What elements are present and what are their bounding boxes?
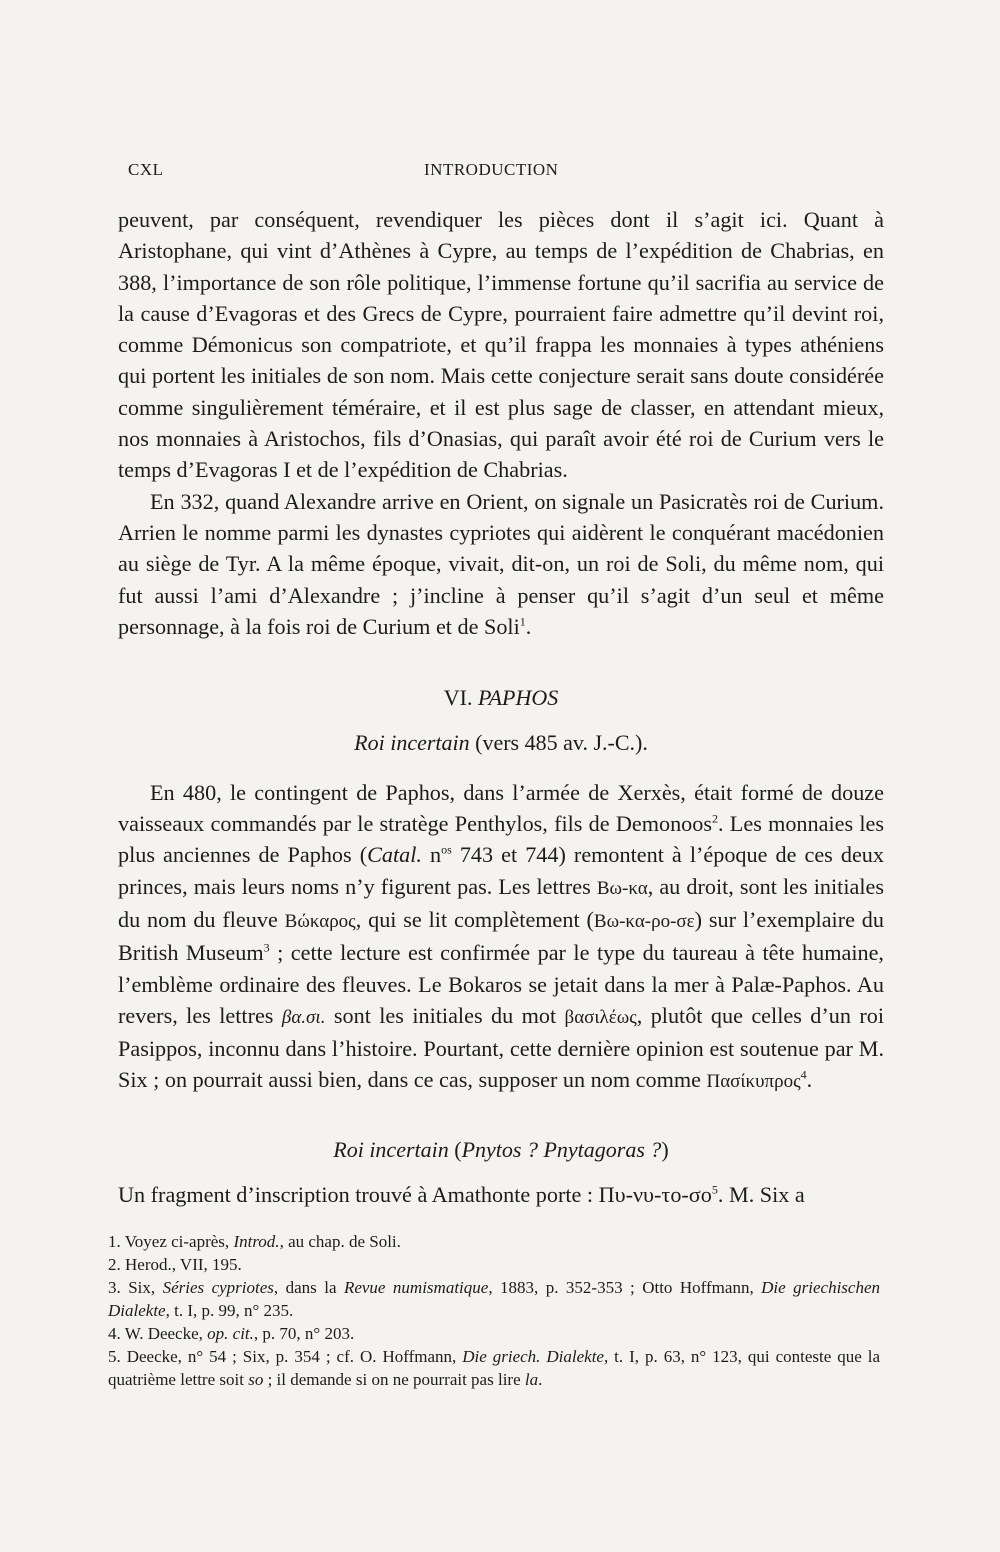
catalogue-abbrev: Catal.	[367, 842, 422, 868]
greek-text: βασιλέως	[564, 1006, 637, 1028]
subsection-heading	[118, 727, 884, 758]
text-run: Die griech. Dialekte	[462, 1347, 604, 1366]
text-run: ; cette lecture est confirmée par le type du taureau à tête humaine, l’emblème ordinaire des fleuves. Le Bokaros se jetait dans la mer à Palæ-Paphos. Au revers, les lettres	[118, 940, 884, 1028]
footnote	[108, 1230, 880, 1253]
footnotes	[108, 1230, 880, 1391]
text-run: , dans la	[273, 1278, 344, 1297]
section-number: VI.	[443, 685, 473, 711]
text-run: Revue numismatique	[343, 1278, 489, 1297]
subsection-heading	[118, 1134, 884, 1165]
superscript: os	[441, 842, 452, 857]
text-run: , qui se lit complètement (	[355, 906, 594, 932]
paragraph-text: En 480, le contingent de Paphos, dans l’armée de Xerxès, était formé de douze vaisseaux commandés par le stratège Penthylos, fils de Demonoos	[118, 779, 884, 837]
text-run: Six,	[128, 1278, 163, 1297]
text-run: . M. Six a	[717, 1182, 805, 1208]
text-run: la	[524, 1370, 539, 1389]
greek-text: Πασίκυπρος	[706, 1071, 801, 1093]
footnote	[108, 1253, 880, 1276]
footnote-number: 1.	[108, 1232, 121, 1251]
section-heading	[118, 682, 884, 713]
text-run: W. Deecke,	[124, 1324, 208, 1343]
greek-text: Βω-κα-ρο-σε	[593, 910, 695, 932]
footnote-ref: 3	[263, 940, 270, 955]
text-run: , au chap. de Soli.	[279, 1232, 401, 1251]
text-run: . Les monnaies les plus anciennes de Paphos (	[118, 811, 885, 868]
text-run: .	[538, 1370, 543, 1389]
text-run: , plutôt que celles d’un roi Pasippos, inconnu dans l’histoire. Pourtant, cette dernière opinion est soutenue par M. Six ; on pourrait aussi bien, dans ce cas, supposer un nom comme	[118, 1002, 884, 1093]
footnote-number: 2.	[108, 1255, 121, 1274]
footnote-ref: 4	[800, 1068, 807, 1083]
footnote-number: 4.	[108, 1324, 121, 1343]
running-head	[128, 160, 880, 184]
greek-text: Βω-κα	[596, 877, 648, 899]
text-run: , p. 70, n° 203.	[253, 1324, 355, 1343]
footnote-ref: 2	[712, 811, 719, 826]
body-text	[118, 204, 884, 1210]
text-run: , t. I, p. 99, n° 235.	[165, 1301, 294, 1320]
text-run: Voyez ci-après,	[124, 1232, 234, 1251]
footnote-ref: 1	[519, 614, 526, 629]
paragraph: En 332, quand Alexandre arrive en Orient, on signale un Pasicratès roi de Curium. Arrien le nomme parmi les dynastes cypriotes qui aidèrent le conquérant macédonien au siège de Tyr. A la même époque, vivait, dit-on, un roi de Soli, du même nom, qui fut aussi l’ami d’Alexandre ; j’incline à penser qu’il s’agit d’un seul et même personnage, à la fois roi de Curium et de Soli$^1$.	[118, 488, 884, 639]
running-title: INTRODUCTION	[424, 160, 559, 179]
footnote-number: 5.	[108, 1347, 121, 1366]
page-number: CXL	[128, 160, 164, 179]
paragraph-text: peuvent, par conséquent, revendiquer les pièces dont il s’agit ici. Quant à Aristophane, qui vint d’Athènes à Cypre, au temps de l’expédition de Chabrias, en 388, l’importance de son rôle politique, l’immense fortune qu’il sacrifia au service de la cause d’Evagoras et des Grecs de Cypre, pourraient faire admettre qu’il devint roi, comme Démonicus son compatriote, et qu’il frappa les monnaies à types athéniens qui portent les initiales de son nom. Mais cette conjecture serait sans doute considérée comme singulièrement téméraire, et il est plus sage de classer, en attendant mieux, nos monnaies à Aristochos, fils d’Onasias, qui paraît avoir été roi de Curium vers le temps d’Evagoras I et de l’expédition de Chabrias.	[118, 207, 884, 483]
paragraph	[118, 777, 884, 1098]
footnote-number: 3.	[108, 1278, 121, 1297]
text-run: ) sur l’exemplaire du British Museum	[118, 906, 884, 966]
footnote	[108, 1322, 880, 1345]
text-run: )	[661, 1136, 669, 1162]
text-run: so	[248, 1370, 264, 1389]
footnote-ref: 5	[711, 1182, 718, 1197]
text-run: , t. I, p. 63, n° 123, qui conteste que la quatrième lettre soit	[108, 1347, 881, 1389]
footnote	[108, 1276, 880, 1322]
text-run: Herod., VII, 195.	[125, 1255, 242, 1274]
paragraph-text: En 332, quand Alexandre arrive en Orient, on signale un Pasicratès roi de Curium. Arrien le nomme parmi les dynastes cypriotes qui aidèrent le conquérant macédonien au siège de Tyr. A la même époque, vivait, dit-on, un roi de Soli, du même nom, qui fut aussi l’ami d’Alexandre ; j’incline à penser qu’il s’agit d’un seul et même personnage, à la fois roi de Curium et de Soli	[118, 488, 884, 639]
text-run: (	[448, 1136, 462, 1162]
text-run: op. cit.	[207, 1324, 254, 1343]
text-run: .	[806, 1067, 813, 1093]
text-run: sont les initiales du mot	[325, 1002, 565, 1028]
greek-text: Βώκαρος	[284, 910, 356, 932]
footnote	[108, 1345, 880, 1391]
subsection-title: Roi incertain	[354, 730, 470, 756]
text-run: ; il demande si on ne pourrait pas lire	[263, 1370, 525, 1389]
text-run: Introd.	[233, 1232, 280, 1251]
subsection-title: Roi incertain	[333, 1136, 449, 1162]
text-run: , 1883, p. 352-353 ; Otto Hoffmann,	[488, 1278, 762, 1297]
text-run: Séries cypriotes	[162, 1278, 274, 1297]
section-name: PAPHOS	[477, 685, 559, 711]
text-run: , au droit, sont les initiales du nom du fleuve	[118, 873, 884, 932]
text-run: Die griechischen Dialekte	[108, 1278, 881, 1320]
text-run: 743 et 744) remontent à l’époque de ces deux princes, mais leurs noms n’y figurent pas. Les lettres	[118, 842, 884, 899]
paragraph	[118, 204, 884, 486]
greek-text: βα.σι.	[281, 1006, 326, 1028]
paragraph	[118, 1179, 884, 1210]
text-run: n	[421, 842, 442, 868]
text-run: Deecke, n° 54 ; Six, p. 354 ; cf. O. Hoffmann,	[126, 1347, 463, 1366]
subsection-names: Pnytos ? Pnytagoras ?	[461, 1136, 662, 1162]
subsection-date: (vers 485 av. J.-C.).	[475, 730, 648, 756]
paragraph-text: Un fragment d’inscription trouvé à Amathonte porte : Πυ-νυ-το-σο	[118, 1182, 712, 1208]
